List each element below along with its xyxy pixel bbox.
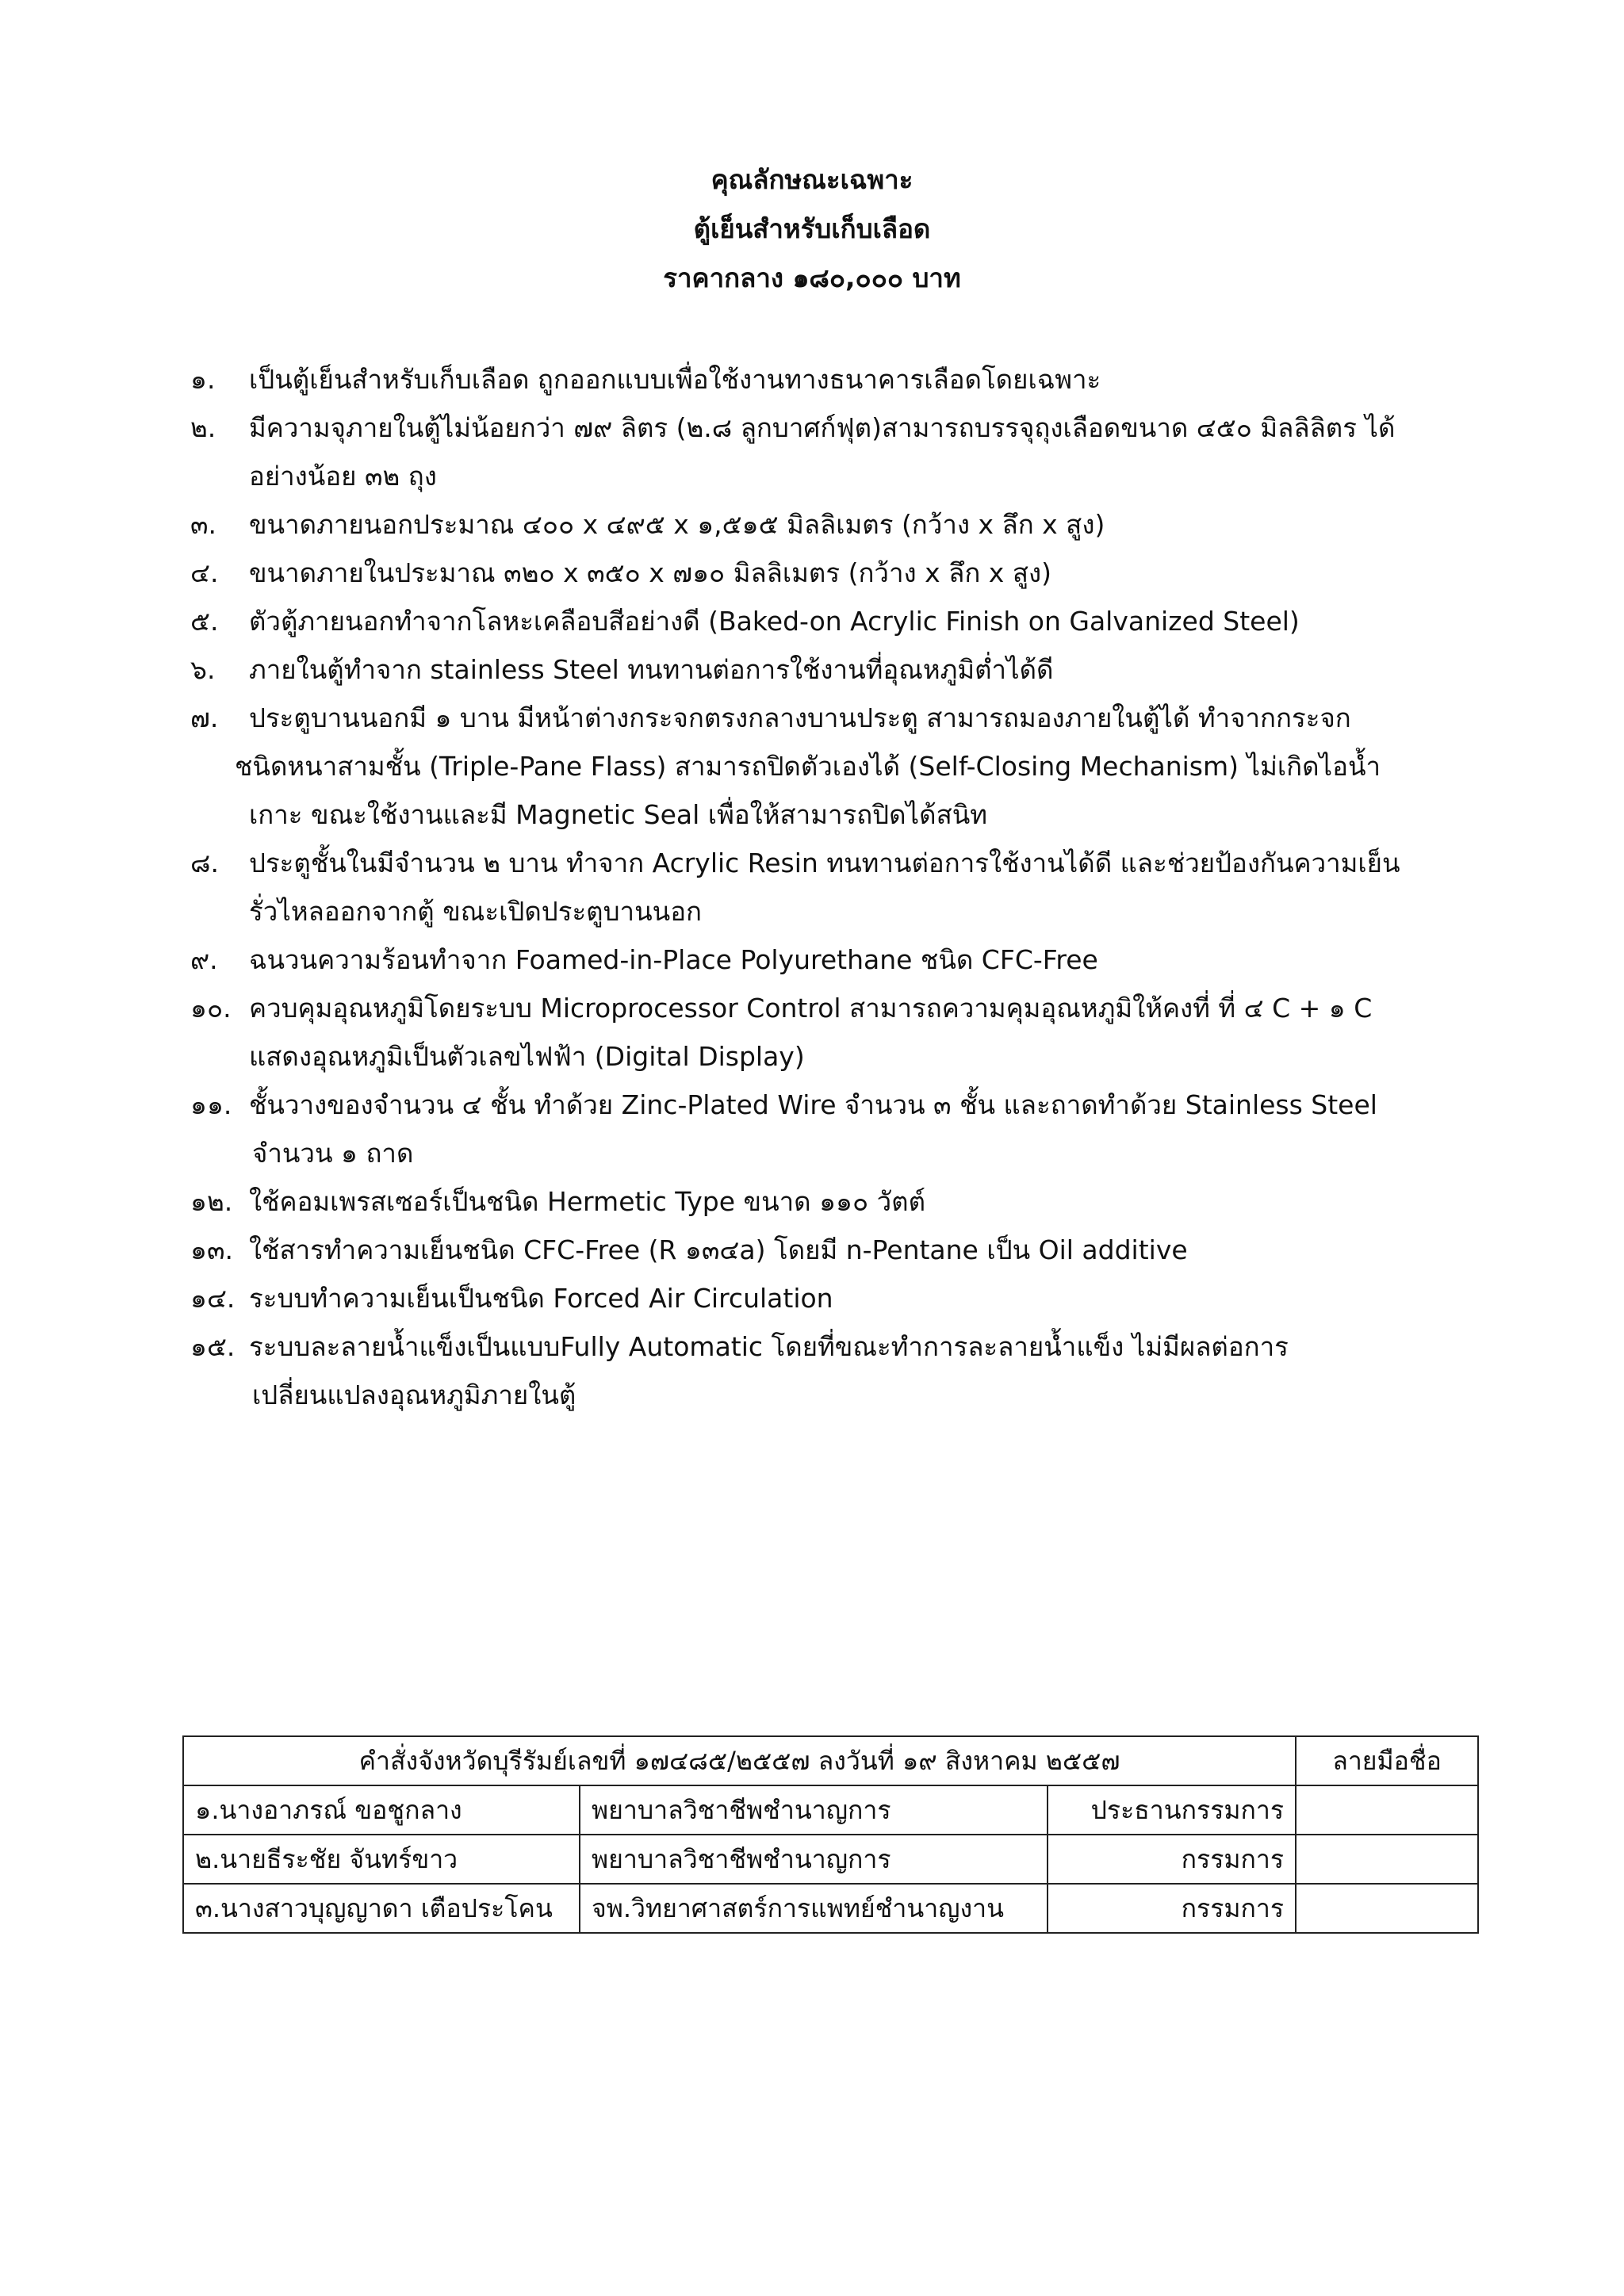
signature-cell: [1296, 1884, 1478, 1933]
spec-text: ฉนวนความร้อนทำจาก Foamed-in-Place Polyurethane ชนิด CFC-Free: [249, 944, 1098, 975]
spec-text: ระบบละลายน้ำแข็งเป็นแบบFully Automatic โดยที่ขณะทำการละลายน้ำแข็ง ไม่มีผลต่อการ: [249, 1331, 1289, 1362]
spec-item: [190, 1177, 1538, 1226]
member-role: กรรมการ: [1048, 1835, 1296, 1884]
document-price: ราคากลาง ๑๘๐,๐๐๐ บาท: [663, 262, 961, 293]
spec-number: ๑๕.: [190, 1331, 236, 1362]
order-reference: คำสั่งจังหวัดบุรีรัมย์เลขที่ ๑๗๔๘๕/๒๕๕๗ ลงวันที่ ๑๙ สิงหาคม ๒๕๕๗: [183, 1736, 1296, 1785]
spec-text: ชั้นวางของจำนวน ๔ ชั้น ทำด้วย Zinc-Plated Wire จำนวน ๓ ชั้น และถาดทำด้วย Stainless Steel: [249, 1089, 1377, 1120]
spec-number: ๘.: [190, 848, 219, 878]
committee-table: [182, 1735, 1479, 1934]
spec-text: ขนาดภายในประมาณ ๓๒๐ x ๓๕๐ x ๗๑๐ มิลลิเมตร (กว้าง x ลึก x สูง): [249, 557, 1051, 588]
spec-item: [190, 645, 1538, 694]
spec-text: ใช้คอมเพรสเซอร์เป็นชนิด Hermetic Type ขนาด ๑๑๐ วัตต์: [249, 1186, 926, 1217]
spec-text: ประตูบานนอกมี ๑ บาน มีหน้าต่างกระจกตรงกลางบานประตู สามารถมองภายในตู้ได้ ทำจากกระจก: [249, 702, 1351, 733]
spec-item: [190, 500, 1538, 549]
spec-text: ควบคุมอุณหภูมิโดยระบบ Microprocessor Control สามารถความคุมอุณหภูมิให้คงที่ ที่ ๔ C + ๑ C: [249, 993, 1373, 1024]
spec-number: ๑๒.: [190, 1186, 233, 1217]
spec-number: ๑๐.: [190, 993, 232, 1024]
member-name: ๓.นางสาวบุญญาดา เตือประโคน: [183, 1884, 580, 1933]
spec-number: ๑๑.: [190, 1089, 232, 1120]
spec-item: [190, 1081, 1538, 1177]
spec-text-continued: เกาะ ขณะใช้งานและมี Magnetic Seal เพื่อให้สามารถปิดได้สนิท: [249, 799, 988, 830]
signature-header: ลายมือชื่อ: [1296, 1736, 1478, 1785]
spec-item: [190, 694, 1538, 839]
spec-text-continued: ชนิดหนาสามชั้น (Triple-Pane Flass) สามารถปิดตัวเองได้ (Self-Closing Mechanism) ไม่เกิดไอน้ำ: [235, 751, 1381, 782]
spec-item: [190, 839, 1538, 936]
spec-text: ใช้สารทำความเย็นชนิด CFC-Free (R ๑๓๔a) โดยมี n-Pentane เป็น Oil additive: [249, 1234, 1188, 1265]
table-row: [183, 1785, 1478, 1835]
spec-text-continued: แสดงอุณหภูมิเป็นตัวเลขไฟฟ้า (Digital Display): [249, 1041, 805, 1072]
table-row: [183, 1884, 1478, 1933]
spec-text: มีความจุภายในตู้ไม่น้อยกว่า ๗๙ ลิตร (๒.๘ ลูกบาศก์ฟุต)สามารถบรรจุถุงเลือดขนาด ๔๕๐ มิลลิลิตร ได้: [249, 412, 1396, 443]
spec-text-continued: รั่วไหลออกจากตู้ ขณะเปิดประตูบานนอก: [249, 896, 702, 927]
spec-item: [190, 355, 1538, 404]
spec-text: ตัวตู้ภายนอกทำจากโลหะเคลือบสีอย่างดี (Baked-on Acrylic Finish on Galvanized Steel): [249, 606, 1300, 637]
document-heading: คุณลักษณะเฉพาะ: [710, 164, 914, 195]
spec-text: ระบบทำความเย็นเป็นชนิด Forced Air Circulation: [249, 1283, 833, 1314]
signature-cell: [1296, 1835, 1478, 1884]
spec-item: [190, 404, 1538, 500]
spec-number: ๔.: [190, 557, 219, 588]
spec-item: [190, 984, 1538, 1081]
document-subject: ตู้เย็นสำหรับเก็บเลือด: [693, 213, 931, 244]
member-role: ประธานกรรมการ: [1048, 1785, 1296, 1835]
spec-number: ๓.: [190, 509, 217, 540]
spec-item: [190, 597, 1538, 645]
member-role: กรรมการ: [1048, 1884, 1296, 1933]
spec-text: ประตูชั้นในมีจำนวน ๒ บาน ทำจาก Acrylic Resin ทนทานต่อการใช้งานได้ดี และช่วยป้องกันความเย็น: [249, 848, 1400, 878]
spec-text: ขนาดภายนอกประมาณ ๔๐๐ x ๔๙๕ x ๑,๕๑๕ มิลลิเมตร (กว้าง x ลึก x สูง): [249, 509, 1105, 540]
spec-number: ๙.: [190, 944, 218, 975]
spec-item: [190, 1274, 1538, 1322]
spec-text-continued: เปลี่ยนแปลงอุณหภูมิภายในตู้: [252, 1380, 576, 1410]
spec-item: [190, 549, 1538, 597]
spec-number: ๗.: [190, 702, 219, 733]
member-position: พยาบาลวิชาชีพชำนาญการ: [580, 1785, 1048, 1835]
member-position: พยาบาลวิชาชีพชำนาญการ: [580, 1835, 1048, 1884]
member-name: ๑.นางอาภรณ์ ขอชูกลาง: [183, 1785, 580, 1835]
spec-number: ๑๓.: [190, 1234, 233, 1265]
spec-text: เป็นตู้เย็นสำหรับเก็บเลือด ถูกออกแบบเพื่อใช้งานทางธนาคารเลือดโดยเฉพาะ: [249, 364, 1101, 395]
spec-number: ๕.: [190, 606, 219, 637]
spec-number: ๒.: [190, 412, 216, 443]
document-title-block: [0, 155, 1624, 303]
spec-number: ๖.: [190, 654, 216, 685]
committee-header-row: [183, 1736, 1478, 1785]
spec-item: [190, 1322, 1538, 1419]
member-position: จพ.วิทยาศาสตร์การแพทย์ชำนาญงาน: [580, 1884, 1048, 1933]
spec-text-continued: อย่างน้อย ๓๒ ถุง: [249, 461, 437, 492]
spec-text: ภายในตู้ทำจาก stainless Steel ทนทานต่อการใช้งานที่อุณหภูมิต่ำได้ดี: [249, 654, 1054, 685]
table-row: [183, 1835, 1478, 1884]
member-name: ๒.นายธีระชัย จันทร์ขาว: [183, 1835, 580, 1884]
spec-item: [190, 936, 1538, 984]
spec-number: ๑.: [190, 364, 216, 395]
spec-item: [190, 1226, 1538, 1274]
spec-number: ๑๔.: [190, 1283, 236, 1314]
spec-text-continued: จำนวน ๑ ถาด: [252, 1138, 414, 1169]
signature-cell: [1296, 1785, 1478, 1835]
specification-list: [190, 355, 1538, 1419]
